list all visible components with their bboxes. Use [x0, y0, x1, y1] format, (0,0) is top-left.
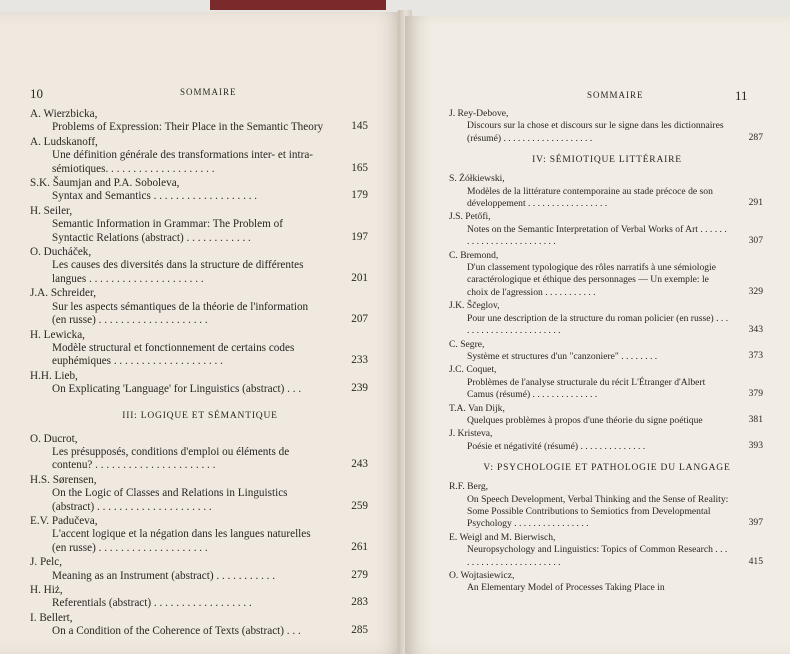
entry-title: Modèles de la littérature contemporaine au stade précoce de son développement . . . . . . . . . . . . . . . . .	[467, 185, 713, 210]
entry-page: 397	[748, 517, 763, 529]
entry-author: J. Rey-Debove,	[449, 108, 509, 119]
entry-title: D'un classement typologique des rôles narratifs à une sémiologie caractérologique et éthique des personnages — Un exemple: le choix de l'agression . . . . . . . . . . .	[467, 262, 716, 298]
entry-author: O. Ducháček,	[30, 246, 92, 259]
entry-title: An Elementary Model of Processes Taking Place in	[467, 582, 665, 594]
entry-title: On Speech Development, Verbal Thinking and the Sense of Reality: Some Possible Contributions to Semiotics from Developmental Psychology . . . . . . . . . . . . . . . .	[467, 493, 729, 530]
entry-page: 239	[351, 382, 368, 395]
entry-page: 307	[748, 235, 763, 247]
entry-page: 381	[748, 413, 763, 425]
toc-entry	[30, 177, 370, 204]
toc-entry	[30, 515, 370, 555]
right-page-number: 11	[735, 88, 748, 103]
entry-page: 145	[351, 120, 368, 133]
entry-title: Problems of Expression: Their Place in the Semantic Theory	[52, 121, 324, 134]
section-heading: V: PSYCHOLOGIE ET PATHOLOGIE DU LANGAGE	[483, 463, 731, 474]
toc-entry	[30, 136, 370, 176]
toc-entry	[449, 108, 765, 145]
book-cover-edge	[210, 0, 386, 10]
entry-author: C. Bremond,	[449, 249, 499, 261]
entry-author: R.F. Berg,	[449, 481, 489, 493]
entry-page: 291	[748, 197, 763, 209]
entry-title: Pour une description de la structure du roman policier (en russe) . . . . . . . . . . . . . . . . . . . . . . .	[467, 312, 729, 337]
entry-author: T.A. Van Dijk,	[449, 402, 505, 414]
left-page	[0, 12, 405, 654]
toc-entry	[30, 246, 370, 286]
entry-author: J.C. Coquet,	[449, 364, 497, 376]
entry-title: On the Logic of Classes and Relations in Linguistics (abstract) . . . . . . . . . . . . . . . . . . . . .	[52, 487, 288, 513]
toc-entry	[449, 250, 765, 300]
toc-entry	[449, 428, 765, 453]
entry-title: Les causes des diversités dans la structure de différentes langues . . . . . . . . . . . . . . . . . . . . .	[52, 259, 304, 285]
entry-title: Notes on the Semantic Interpretation of Verbal Works of Art . . . . . . . . . . . . . . . . . . . . . . . . .	[467, 223, 727, 248]
entry-page: 415	[748, 555, 763, 567]
toc-entry	[30, 205, 370, 245]
entry-page: 285	[351, 624, 368, 637]
entry-title: Modèle structural et fonctionnement de certains codes euphémiques . . . . . . . . . . . . . . . . . . . .	[52, 341, 295, 368]
entry-title: Problèmes de l'analyse structurale du récit L'Étranger d'Albert Camus (résumé) . . . . . . . . . . . . . .	[467, 376, 706, 401]
entry-author: J. Kristeva,	[449, 428, 493, 440]
entry-page: 373	[748, 349, 763, 361]
section-heading: III: LOGIQUE ET SÉMANTIQUE	[122, 410, 278, 421]
section-heading: IV: SÉMIOTIQUE LITTÉRAIRE	[532, 155, 682, 166]
entry-author: H.S. Sørensen,	[30, 473, 97, 486]
left-running-head: SOMMAIRE	[180, 87, 237, 97]
entry-title: Discours sur la chose et discours sur le signe dans les dictionnaires (résumé) . . . . . . . . . . . . . . . . . . .	[467, 120, 724, 144]
entry-title: Les présupposés, conditions d'emploi ou éléments de contenu? . . . . . . . . . . . . . . . . . . . . . .	[52, 445, 290, 472]
toc-entry	[449, 300, 765, 337]
entry-page: 329	[748, 285, 763, 297]
toc-entry	[449, 481, 765, 531]
entry-title: Meaning as an Instrument (abstract) . . . . . . . . . . .	[52, 569, 276, 582]
entry-author: J.A. Schreider,	[30, 287, 97, 300]
toc-entry	[30, 370, 370, 397]
entry-author: H. Seiler,	[30, 204, 73, 217]
entry-title: Referentials (abstract) . . . . . . . . . . . . . . . . . .	[52, 597, 252, 610]
entry-title: Système et structures d'un "canzoniere" . . . . . . . .	[467, 350, 658, 362]
entry-title: Sur les aspects sémantiques de la théorie de l'information (en russe) . . . . . . . . . . . . . . . . . . . .	[52, 300, 309, 327]
toc-entry	[449, 532, 765, 569]
toc-entry	[449, 364, 765, 401]
entry-page: 207	[351, 313, 368, 326]
entry-page: 287	[748, 131, 763, 143]
toc-entry	[30, 108, 370, 135]
toc-entry	[30, 556, 370, 583]
toc-entry	[30, 612, 370, 639]
entry-author: S. Żółkiewski,	[449, 173, 505, 185]
entry-title: Quelques problèmes à propos d'une théorie du signe poétique	[467, 414, 703, 426]
toc-entry	[30, 433, 370, 473]
entry-title: On a Condition of the Coherence of Texts (abstract) . . .	[52, 625, 301, 638]
entry-author: J. Pelc,	[30, 556, 63, 569]
right-page	[405, 16, 790, 654]
entry-title: On Explicating 'Language' for Linguistics (abstract) . . .	[52, 383, 302, 396]
entry-author: E.V. Padučeva,	[30, 514, 98, 527]
toc-entry	[30, 329, 370, 369]
entry-page: 279	[351, 568, 368, 581]
entry-author: A. Ludskanoff,	[30, 135, 98, 148]
toc-entry	[449, 339, 765, 364]
left-entries-list	[30, 108, 370, 640]
entry-author: O. Ducrot,	[30, 432, 78, 445]
entry-author: H. Hiż,	[30, 584, 63, 596]
entry-page: 283	[351, 596, 368, 609]
entry-title: Neuropsychology and Linguistics: Topics of Common Research . . . . . . . . . . . . . . . . . . . . . . .	[467, 544, 728, 568]
entry-title: Syntax and Semantics . . . . . . . . . . . . . . . . . . .	[52, 190, 258, 203]
entry-author: J.S. Petőfi,	[449, 211, 491, 223]
entry-author: C. Segre,	[449, 338, 485, 350]
toc-entry	[30, 287, 370, 327]
entry-page: 343	[748, 324, 763, 336]
left-page-number: 10	[30, 86, 43, 101]
entry-page: 233	[351, 354, 368, 367]
entry-page: 393	[748, 439, 763, 451]
entry-author: S.K. Šaumjan and P.A. Soboleva,	[30, 177, 180, 190]
entry-page: 165	[351, 161, 368, 174]
entry-page: 261	[351, 540, 368, 553]
entry-page: 201	[351, 271, 368, 284]
entry-author: A. Wierzbicka,	[30, 108, 98, 120]
toc-entry	[30, 584, 370, 611]
entry-page: 179	[351, 189, 368, 202]
entry-title: Une définition générale des transformations inter- et intra-sémiotiques. . . . . . . . . . . . . . . . . . . .	[52, 149, 314, 175]
entry-author: I. Bellert,	[30, 611, 73, 624]
entry-author: H.H. Lieb,	[30, 369, 78, 382]
toc-entry	[449, 173, 765, 210]
entry-page: 259	[351, 499, 368, 512]
toc-entry	[449, 570, 765, 595]
entry-author: H. Lewicka,	[30, 328, 85, 341]
entry-author: J.K. Ščeglov,	[449, 300, 500, 312]
entry-title: L'accent logique et la négation dans les langues naturelles (en russe) . . . . . . . . . . . . . . . . . . . .	[52, 528, 311, 554]
right-running-head: SOMMAIRE	[587, 90, 644, 100]
entry-page: 243	[351, 458, 368, 471]
entry-author: E. Weigl and M. Bierwisch,	[449, 531, 556, 543]
entry-title: Semantic Information in Grammar: The Problem of Syntactic Relations (abstract) . . . . . . . . . . . .	[52, 218, 283, 244]
entry-author: O. Wojtasiewicz,	[449, 570, 515, 581]
toc-entry	[449, 403, 765, 428]
right-entries-list	[449, 108, 765, 596]
entry-title: Poésie et négativité (résumé) . . . . . . . . . . . . . .	[467, 440, 646, 452]
entry-page: 379	[748, 388, 763, 400]
entry-page: 197	[351, 230, 368, 243]
toc-entry	[30, 474, 370, 514]
toc-entry	[449, 211, 765, 248]
